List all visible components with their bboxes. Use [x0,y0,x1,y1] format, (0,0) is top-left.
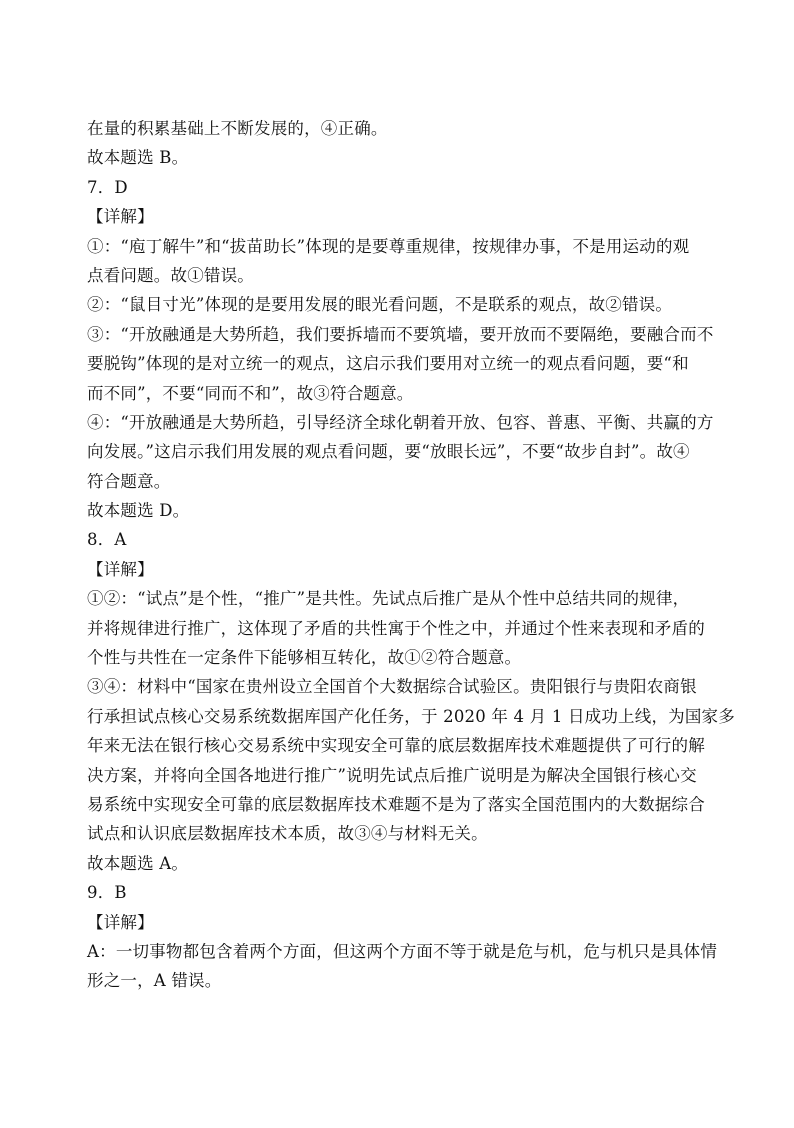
text-line: ①②：“试点”是个性，“推广”是共性。先试点后推广是从个性中总结共同的规律， [87,589,690,609]
text-line: A：一切事物都包含着两个方面，但这两个方面不等于就是危与机，危与机只是具体情 [87,941,718,961]
answer-explanation-text [87,114,735,996]
text-line: 年来无法在银行核心交易系统中实现安全可靠的底层数据库技术难题提供了可行的解 [87,736,705,756]
text-line: ④：“开放融通是大势所趋，引导经济全球化朝着开放、包容、普惠、平衡、共赢的方 [87,412,714,432]
text-line: ②：“鼠目寸光”体现的是要用发展的眼光看问题，不是联系的观点，故②错误。 [87,295,673,315]
text-line: 行承担试点核心交易系统数据库国产化任务，于 2020 年 4 月 1 日成功上线，为国家多 [87,706,735,726]
text-line: 点看问题。故①错误。 [87,265,254,285]
text-line: 在量的积累基础上不断发展的，④正确。 [87,119,388,138]
detail-heading: 【详解】 [87,912,154,932]
text-line: 而不同”，不要“同而不和”，故③符合题意。 [87,383,414,403]
text-line: 决方案，并将向全国各地进行推广”说明先试点后推广说明是为解决全国银行核心交 [87,765,697,785]
text-line: 试点和认识底层数据库技术本质，故③④与材料无关。 [87,824,488,844]
text-line: ③④：材料中“国家在贵州设立全国首个大数据综合试验区。贵阳银行与贵阳农商银 [87,677,697,697]
text-line: 故本题选 B。 [87,148,189,168]
text-line: 并将规律进行推广，这体现了矛盾的共性寓于个性之中，并通过个性来表现和矛盾的 [87,618,705,638]
text-line: 个性与共性在一定条件下能够相互转化，故①②符合题意。 [87,648,522,668]
text-line: ③：“开放融通是大势所趋，我们要拆墙而不要筑墙，要开放而不要隔绝，要融合而不 [87,324,714,344]
text-line: 向发展。”这启示我们用发展的观点看问题，要“放眼长远”，不要“故步自封”。故④ [87,442,690,462]
text-line: 形之一，A 错误。 [87,971,222,991]
text-line: 易系统中实现安全可靠的底层数据库技术难题不是为了落实全国范围内的大数据综合 [87,794,705,814]
question-answer-heading: 7．D [87,177,128,197]
text-line: 故本题选 D。 [87,501,190,521]
detail-heading: 【详解】 [87,207,154,227]
question-answer-heading: 9．B [87,883,127,903]
text-line: 要脱钩”体现的是对立统一的观点，这启示我们要用对立统一的观点看问题，要“和 [87,354,689,374]
question-answer-heading: 8．A [87,530,127,550]
text-line: 符合题意。 [87,471,171,491]
detail-heading: 【详解】 [87,559,154,579]
text-line: 故本题选 A。 [87,853,189,873]
text-line: ①：“庖丁解牛”和“拔苗助长”体现的是要尊重规律，按规律办事，不是用运动的观 [87,236,690,256]
